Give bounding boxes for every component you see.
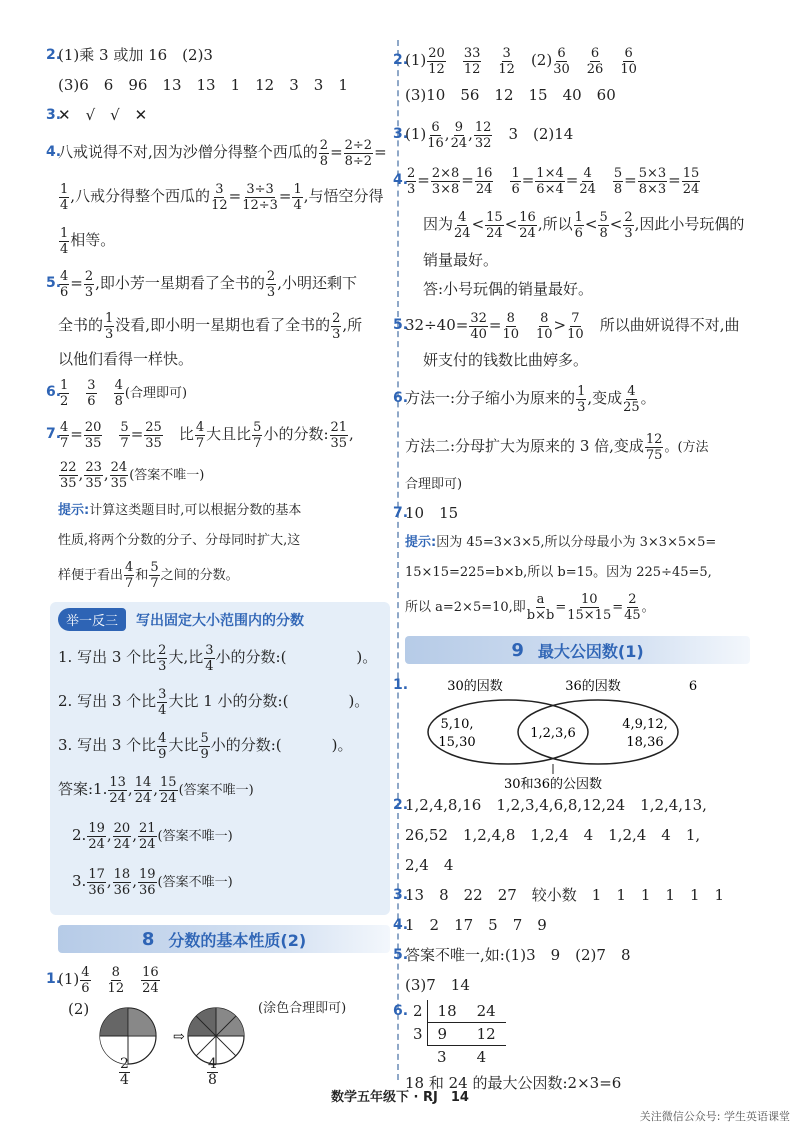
fraction: $\frac{4}{7}$ <box>60 419 69 451</box>
fraction: $\frac{2}{3}$ <box>624 209 633 241</box>
fraction: $\frac{4}{7}$ <box>195 419 205 451</box>
fraction: $\frac{2}{3}$ <box>158 642 167 674</box>
fraction: $\frac{1}{6}$ <box>511 165 520 197</box>
quotient: 9 <box>427 1023 467 1046</box>
fraction: $\frac{2}{3}$ <box>407 165 416 197</box>
answer-line: 32÷40= $\frac{32}{40}$ = $\frac{8}{10}$ $\frac{8}{10}$ > $\frac{7}{10}$ 所以曲妍说得不对,曲 <box>405 310 740 342</box>
venn-middle-values: 1,2,3,6 <box>530 726 576 741</box>
answer-line: $\frac{4}{6}$ = $\frac{2}{3}$ ,即小芳一星期看了全书的 $\frac{2}{3}$ ,小明还剩下 <box>60 268 357 300</box>
answer-line: 2,4 4 <box>405 856 454 874</box>
left-q5 <box>46 262 390 372</box>
left-q3 <box>46 100 390 130</box>
answer-line: 1,2,4,8,16 1,2,3,4,6,8,12,24 1,2,4,13, <box>405 796 707 814</box>
fraction: $\frac{1}{3}$ <box>105 310 114 342</box>
q-number: 4. <box>393 917 409 933</box>
q-number: 7. <box>46 426 62 442</box>
q-number: 3. <box>393 887 409 903</box>
fraction: $\frac{8}{10}$ <box>536 310 553 342</box>
q-number: 5. <box>393 947 409 963</box>
fraction: $\frac{21}{24}$ <box>138 820 156 852</box>
hint-line: 提示:因为 45=3×3×5,所以分母最小为 3×3×5×5= <box>405 535 717 550</box>
fraction: $\frac{2}{45}$ <box>624 592 641 623</box>
fraction: $\frac{2}{3}$ <box>84 268 94 300</box>
fraction: $\frac{18}{36}$ <box>113 866 131 898</box>
venn-common-label: 30和36的公因数 <box>503 777 603 790</box>
right-q2 <box>393 40 750 110</box>
answer-line: 合理即可) <box>405 477 463 492</box>
fraction: $\frac{1}{4}$ <box>293 181 302 213</box>
fraction: $\frac{16}{24}$ <box>475 165 493 197</box>
right-q5 <box>393 304 750 374</box>
q-number: 3. <box>46 107 62 123</box>
extension-box <box>50 602 390 915</box>
q-number: 3. <box>393 126 409 142</box>
fraction: $\frac{9}{24}$ <box>450 119 468 151</box>
hint-line: 性质,将两个分数的分子、分母同时扩大,这 <box>58 533 301 548</box>
fraction: $\frac{5}{7}$ <box>120 419 129 451</box>
answer-line: 答案:1. $\frac{13}{24}$ , $\frac{14}{24}$ , $\frac{15}{24}$ (答案不唯一) <box>58 774 254 806</box>
fraction: $\frac{4}{7}$ <box>125 560 134 591</box>
answer-line: (1) $\frac{4}{6}$ $\frac{8}{12}$ $\frac{16}{24}$ <box>58 964 159 996</box>
section-8-header: 8 分数的基本性质(2) <box>58 925 390 953</box>
fraction: $\frac{5}{8}$ <box>613 165 623 197</box>
practice-line: 1. 写出 3 个比 $\frac{2}{3}$ 大,比 $\frac{3}{4}$ 小的分数:( )。 <box>58 642 378 674</box>
answer-line: (1) $\frac{6}{16}$ , $\frac{9}{24}$ , $\frac{12}{32}$ 3 (2)14 <box>405 119 574 151</box>
result: 4 <box>476 1048 487 1066</box>
fraction: $\frac{6}{30}$ <box>553 45 570 77</box>
q-number: 4. <box>393 172 409 188</box>
fraction: $\frac{25}{35}$ <box>145 419 162 451</box>
fraction: $\frac{1}{3}$ <box>577 383 586 415</box>
fraction: $\frac{6}{16}$ <box>427 119 444 151</box>
right-q3 <box>393 110 750 158</box>
fraction: $\frac{3}{12}$ <box>211 181 228 213</box>
q-number: 4. <box>46 144 62 160</box>
fraction: $\frac{12}{75}$ <box>645 431 663 463</box>
hint-line: 所以 a=2×5=10,即 $\frac{a}{b\times b}$ = $\frac{10}{15\times 15}$ = $\frac{2}{45}$ 。 <box>405 592 655 623</box>
divisor: 2 <box>413 1002 423 1021</box>
fraction: $\frac{20}{35}$ <box>84 419 102 451</box>
answer-line: (1)乘 3 或加 16 (2)3 <box>58 46 213 64</box>
fraction: $\frac{5\times 3}{8\times 3}$ <box>638 165 667 197</box>
answer-line: 因为 $\frac{4}{24}$ < $\frac{15}{24}$ < $\frac{16}{24}$ ,所以 $\frac{1}{6}$ < $\frac{5}{8}$ < $\frac{2}{3}$ ,因此小号玩偶的 <box>423 209 745 241</box>
q-number: 5. <box>46 275 62 291</box>
q-number: 2. <box>393 52 409 68</box>
fraction: $\frac{1}{6}$ <box>574 209 583 241</box>
q-number: 1. <box>393 677 409 693</box>
fraction: $\frac{22}{35}$ <box>60 459 77 491</box>
fraction: $\frac{1}{2}$ <box>60 377 69 409</box>
fraction: $\frac{2}{4}$ <box>120 1056 129 1088</box>
circle-diagram: (2) ⇨ (涂色合理即可) $\frac{2}{4}$ $\frac{4}{8}$ <box>68 1000 347 1088</box>
s9-q4 <box>393 910 750 940</box>
q-number: 5. <box>393 317 409 333</box>
fraction: $\frac{12}{32}$ <box>474 119 492 151</box>
fraction: $\frac{16}{24}$ <box>519 209 536 241</box>
answer-line: 1 2 17 5 7 9 <box>405 916 547 934</box>
right-column <box>393 40 750 1098</box>
fraction: $\frac{19}{24}$ <box>88 820 105 852</box>
answer-line: 2. $\frac{19}{24}$ , $\frac{20}{24}$ , $\frac{21}{24}$ (答案不唯一) <box>72 820 233 852</box>
answer-line: (3)10 56 12 15 40 60 <box>405 86 616 104</box>
s8-q1 <box>46 959 390 1094</box>
venn-left-values: 5,10, <box>440 717 474 732</box>
hint-label: 提示: <box>58 503 90 518</box>
answer-line: $\frac{1}{2}$ $\frac{3}{6}$ $\frac{4}{8}$ (合理即可) <box>60 377 188 409</box>
answer-line: 10 15 <box>405 504 459 522</box>
page-footer: 数学五年级下 · RJ 14 <box>331 1090 469 1105</box>
dividend: 24 <box>467 1000 506 1023</box>
right-q6 <box>393 374 750 498</box>
fraction: $\frac{23}{35}$ <box>85 459 102 491</box>
fraction: $\frac{20}{12}$ <box>428 45 445 77</box>
fraction: $\frac{16}{24}$ <box>142 964 159 996</box>
fraction: $\frac{8}{10}$ <box>502 310 519 342</box>
fraction: $\frac{1}{4}$ <box>60 181 69 213</box>
fraction: $\frac{4}{8}$ <box>114 377 123 409</box>
practice-line: 3. 写出 3 个比 $\frac{4}{9}$ 大比 $\frac{5}{9}$ 小的分数:( )。 <box>58 730 353 762</box>
right-q7 <box>393 498 750 628</box>
venn-label-30: 30的因数 <box>447 679 503 694</box>
s9-q6 <box>393 1000 750 1098</box>
fraction: $\frac{3}{12}$ <box>498 45 515 77</box>
venn-label-36: 36的因数 <box>565 679 621 694</box>
left-q2 <box>46 40 390 100</box>
answer-line: 26,52 1,2,4,8 1,2,4 4 1,2,4 4 1, <box>405 826 701 844</box>
fraction: $\frac{4}{24}$ <box>454 209 471 241</box>
answer-line: 答:小号玩偶的销量最好。 <box>423 280 594 298</box>
answer-line: $\frac{4}{7}$ = $\frac{20}{35}$ $\frac{5}{7}$ = $\frac{25}{35}$ 比 $\frac{4}{7}$ 大且比 $\frac{5}{7}$ 小的分数: $\frac{21}{35}$ , <box>60 419 354 451</box>
fraction: $\frac{32}{40}$ <box>470 310 487 342</box>
fraction: $\frac{2}{3}$ <box>332 310 341 342</box>
left-q7 <box>46 414 390 496</box>
left-q4 <box>46 130 390 262</box>
right-q4 <box>393 158 750 304</box>
quotient: 12 <box>467 1023 506 1046</box>
answer-line: ✕ √ √ ✕ <box>58 106 148 124</box>
q-number: 6. <box>393 390 409 406</box>
fraction: $\frac{5}{9}$ <box>200 730 209 762</box>
answer-line: $\frac{1}{4}$ 相等。 <box>60 225 116 257</box>
answer-line: 3. $\frac{17}{36}$ , $\frac{18}{36}$ , $\frac{19}{36}$ (答案不唯一) <box>72 866 233 898</box>
q-number: 6. <box>393 1003 409 1019</box>
fraction: $\frac{1\times 4}{6\times 4}$ <box>536 165 564 197</box>
answer-line: $\frac{1}{4}$ ,八戒分得整个西瓜的 $\frac{3}{12}$ = $\frac{3\div 3}{12\div 3}$ = $\frac{1}{4}$ ,与悟空分得 <box>60 181 384 213</box>
section-9-header: 9 最大公因数(1) <box>405 636 750 664</box>
answer-line: 销量最好。 <box>423 251 499 269</box>
fraction: $\frac{2}{3}$ <box>266 268 276 300</box>
answer-line: 13 8 22 27 较小数 1 1 1 1 1 1 <box>405 886 725 904</box>
fraction: $\frac{17}{36}$ <box>88 866 105 898</box>
fraction: $\frac{10}{15\times 15}$ <box>567 592 612 623</box>
s9-q1 <box>393 670 750 790</box>
q-number: 1. <box>46 971 62 987</box>
fraction: $\frac{7}{10}$ <box>567 310 584 342</box>
watermark: 关注微信公众号: 学生英语课堂 <box>639 1110 790 1123</box>
fraction: $\frac{14}{24}$ <box>134 774 152 806</box>
answer-line: 全书的 $\frac{1}{3}$ 没看,即小明一星期也看了全书的 $\frac{2}{3}$ ,所 <box>58 310 363 342</box>
q-number: 6. <box>46 384 62 400</box>
fraction: $\frac{24}{35}$ <box>110 459 128 491</box>
fraction: $\frac{4}{6}$ <box>60 268 69 300</box>
arrow-icon: ⇨ <box>173 1029 185 1045</box>
answer-line: (1) $\frac{20}{12}$ $\frac{33}{12}$ $\frac{3}{12}$ (2) $\frac{6}{30}$ $\frac{6}{26}$ $\frac{6}{10}$ <box>405 45 637 77</box>
fraction: $\frac{4}{8}$ <box>208 1056 217 1088</box>
fraction: $\frac{1}{4}$ <box>60 225 69 257</box>
fraction: $\frac{6}{10}$ <box>620 45 637 77</box>
fraction: $\frac{4}{6}$ <box>81 964 90 996</box>
fraction: $\frac{33}{12}$ <box>463 45 481 77</box>
left-q6 <box>46 372 390 414</box>
dividend: 18 <box>427 1000 467 1023</box>
extension-tag: 举一反三 <box>58 608 126 631</box>
short-division <box>409 1000 506 1068</box>
fraction: $\frac{3\div 3}{12\div 3}$ <box>242 181 278 213</box>
answer-line: 答案不唯一,如:(1)3 9 (2)7 8 <box>405 946 631 964</box>
venn-diagram <box>413 670 753 790</box>
answer-line: 18 和 24 的最大公因数:2×3=6 <box>405 1074 622 1092</box>
fraction: $\frac{2\div 2}{8\div 2}$ <box>344 137 373 169</box>
fraction: $\frac{21}{35}$ <box>330 419 348 451</box>
fraction: $\frac{20}{24}$ <box>113 820 131 852</box>
fraction: $\frac{15}{24}$ <box>160 774 177 806</box>
fraction: $\frac{6}{26}$ <box>586 45 604 77</box>
practice-line: 2. 写出 3 个比 $\frac{3}{4}$ 大比 1 小的分数:( )。 <box>58 686 370 718</box>
fraction: $\frac{3}{4}$ <box>205 642 214 674</box>
fraction: $\frac{8}{12}$ <box>107 964 125 996</box>
answer-line: $\frac{22}{35}$ , $\frac{23}{35}$ , $\frac{24}{35}$ (答案不唯一) <box>60 459 205 491</box>
answer-line: $\frac{2}{3}$ = $\frac{2\times 8}{3\times 8}$ = $\frac{16}{24}$ $\frac{1}{6}$ = $\frac{1\times 4}{6\times 4}$ = $\frac{4}{24}$ $\frac{5}{8}$ = $\frac{5\times 3}{8\times 3}$ = $\frac{15}{24}$ <box>407 165 700 197</box>
venn-right-values: 4,9,12, <box>622 717 668 732</box>
fraction: $\frac{3}{6}$ <box>87 377 96 409</box>
fraction: $\frac{a}{b\times b}$ <box>526 592 555 623</box>
fraction: $\frac{4}{9}$ <box>158 730 167 762</box>
answer-line: 八戒说得不对,因为沙僧分得整个西瓜的 $\frac{2}{8}$ = $\frac{2\div 2}{8\div 2}$ = <box>58 137 387 169</box>
fraction: $\frac{13}{24}$ <box>109 774 126 806</box>
fraction: $\frac{19}{36}$ <box>138 866 156 898</box>
fraction: $\frac{4}{25}$ <box>623 383 640 415</box>
hint-line: 15×15=225=b×b,所以 b=15。因为 225÷45=5, <box>405 565 712 580</box>
q-number: 2. <box>46 47 62 63</box>
hint-label: 提示: <box>405 535 437 550</box>
answer-line: 方法二:分母扩大为原来的 3 倍,变成 $\frac{12}{75}$ 。(方法 <box>405 431 709 463</box>
q-number: 2. <box>393 797 409 813</box>
venn-answer: 6 <box>688 679 698 694</box>
fraction: $\frac{2}{8}$ <box>319 137 329 169</box>
fraction: $\frac{5}{8}$ <box>599 209 608 241</box>
divisor: 3 <box>413 1025 423 1043</box>
venn-left-values: 15,30 <box>438 735 476 750</box>
venn-right-values: 18,36 <box>626 735 664 750</box>
fraction: $\frac{5}{7}$ <box>253 419 262 451</box>
fraction: $\frac{3}{4}$ <box>158 686 167 718</box>
fraction: $\frac{15}{24}$ <box>486 209 503 241</box>
s9-q5 <box>393 940 750 1000</box>
result: 3 <box>437 1048 447 1066</box>
left-column <box>46 40 390 1094</box>
answer-line: 妍支付的钱数比曲婷多。 <box>423 351 589 369</box>
fraction: $\frac{15}{24}$ <box>682 165 700 197</box>
s9-q3 <box>393 880 750 910</box>
left-hint: 提示:计算这类题目时,可以根据分数的基本 性质,将两个分数的分子、分母同时扩大,这 样便于看出 $\frac{4}{7}$ 和 $\frac{5}{7}$ 之间的分数。 <box>58 496 390 596</box>
s9-q2 <box>393 790 750 880</box>
q-number: 7. <box>393 505 409 521</box>
fraction: $\frac{4}{24}$ <box>579 165 596 197</box>
answer-line: (3)6 6 96 13 13 1 12 3 3 1 <box>58 76 348 94</box>
extension-title: 写出固定大小范围内的分数 <box>136 612 305 629</box>
fraction: $\frac{2\times 8}{3\times 8}$ <box>431 165 460 197</box>
answer-line: 方法一:分子缩小为原来的 $\frac{1}{3}$ ,变成 $\frac{4}{25}$ 。 <box>405 383 656 415</box>
answer-line: 以他们看得一样快。 <box>58 350 194 368</box>
hint-line: 样便于看出 $\frac{4}{7}$ 和 $\frac{5}{7}$ 之间的分数。 <box>58 560 239 591</box>
fraction: $\frac{5}{7}$ <box>150 560 159 591</box>
answer-line: (3)7 14 <box>405 976 470 994</box>
